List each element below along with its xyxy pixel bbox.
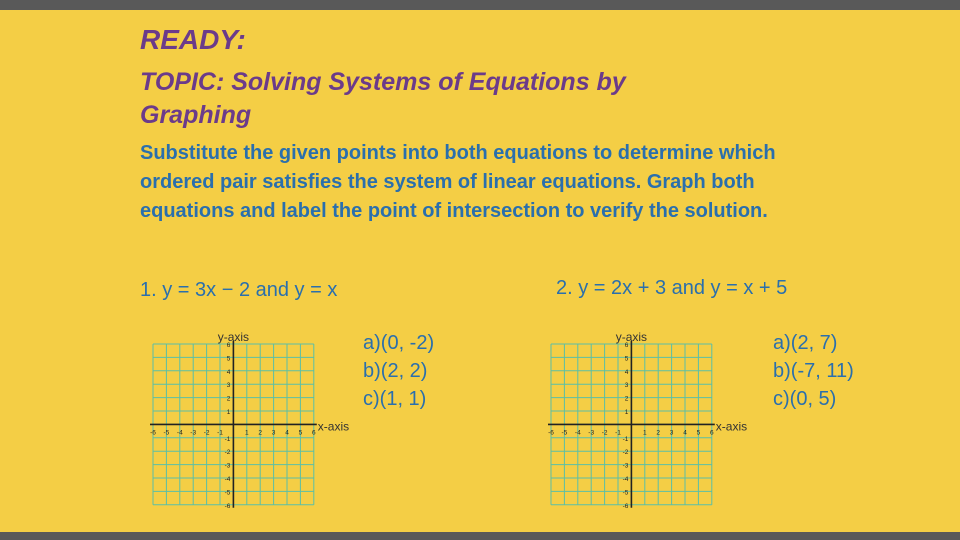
x-tick-label: -6: [548, 429, 554, 437]
ready-heading: READY:: [140, 24, 246, 55]
y-tick-label: -4: [622, 476, 629, 483]
problem-1-equations: 1. y = 3x − 2 and y = x: [140, 279, 338, 301]
y-tick-label: -3: [224, 462, 231, 470]
choice-a: a)(2, 7): [773, 332, 838, 354]
x-tick-label: -2: [601, 429, 608, 437]
x-tick-label: -3: [588, 429, 595, 437]
x-tick-label: -5: [163, 429, 170, 437]
y-tick-label: 1: [226, 409, 231, 416]
problem-2-choices: [773, 329, 854, 413]
choice-b: b)(-7, 11): [773, 360, 854, 382]
y-tick-label: 5: [226, 355, 231, 363]
x-tick-label: -2: [203, 429, 210, 437]
x-tick-label: 6: [709, 429, 714, 437]
x-tick-label: 1: [642, 429, 647, 437]
x-tick-label: 4: [683, 429, 687, 437]
y-tick-label: 3: [226, 382, 231, 390]
x-tick-label: -4: [176, 429, 183, 437]
x-tick-label: -4: [574, 429, 581, 437]
choice-a: a)(0, -2): [363, 332, 435, 354]
x-tick-label: -5: [561, 429, 568, 437]
x-tick-label: 6: [311, 429, 316, 437]
y-axis-label: y-axis: [615, 330, 648, 344]
y-tick-label: 2: [624, 395, 629, 403]
problem-1-choices: [363, 329, 434, 413]
y-tick-label: 5: [624, 355, 629, 363]
y-tick-label: 6: [226, 342, 231, 349]
y-tick-label: 4: [624, 368, 629, 376]
choice-c: c)(1, 1): [363, 388, 427, 410]
y-tick-label: 2: [226, 395, 231, 403]
x-tick-label: 5: [696, 429, 701, 437]
coordinate-grid-2: [546, 320, 758, 510]
x-tick-label: -1: [217, 429, 223, 437]
x-tick-label: -3: [190, 429, 197, 437]
instructions-text: Substitute the given points into both equations to determine which ordered pair satisfies the system of linear equations. Graph both equations and label the point of intersection to verify the solution.: [140, 142, 776, 222]
slide: [0, 10, 960, 532]
x-axis-label: x-axis: [715, 419, 748, 434]
choice-c: c)(0, 5): [773, 388, 837, 410]
y-tick-label: -5: [622, 489, 629, 497]
x-tick-label: 5: [298, 429, 303, 437]
y-tick-label: -4: [224, 476, 231, 483]
x-tick-label: -6: [150, 429, 156, 437]
x-tick-label: 1: [244, 429, 249, 437]
x-tick-label: 2: [258, 429, 263, 437]
x-tick-label: 2: [656, 429, 661, 437]
y-tick-label: 1: [624, 409, 629, 416]
y-tick-label: 6: [624, 342, 629, 349]
y-tick-label: -2: [622, 449, 629, 457]
y-tick-label: -1: [622, 435, 629, 443]
coordinate-grid-1: [148, 320, 358, 510]
y-tick-label: -2: [224, 449, 231, 457]
y-tick-label: -6: [224, 502, 231, 510]
x-axis-label: x-axis: [317, 419, 350, 434]
y-axis-label: y-axis: [217, 330, 250, 344]
y-tick-label: 3: [624, 382, 629, 390]
y-tick-label: -1: [224, 435, 231, 443]
x-tick-label: 4: [285, 429, 289, 437]
x-tick-label: 3: [669, 429, 674, 437]
y-tick-label: -3: [622, 462, 629, 470]
y-tick-label: -5: [224, 489, 231, 497]
x-tick-label: -1: [615, 429, 621, 437]
topic-title: TOPIC: Solving Systems of Equations by Graphing: [140, 68, 626, 129]
problem-2-equations: 2. y = 2x + 3 and y = x + 5: [556, 277, 788, 299]
y-tick-label: -6: [622, 502, 629, 510]
choice-b: b)(2, 2): [363, 360, 428, 382]
x-tick-label: 3: [271, 429, 276, 437]
y-tick-label: 4: [226, 368, 231, 376]
